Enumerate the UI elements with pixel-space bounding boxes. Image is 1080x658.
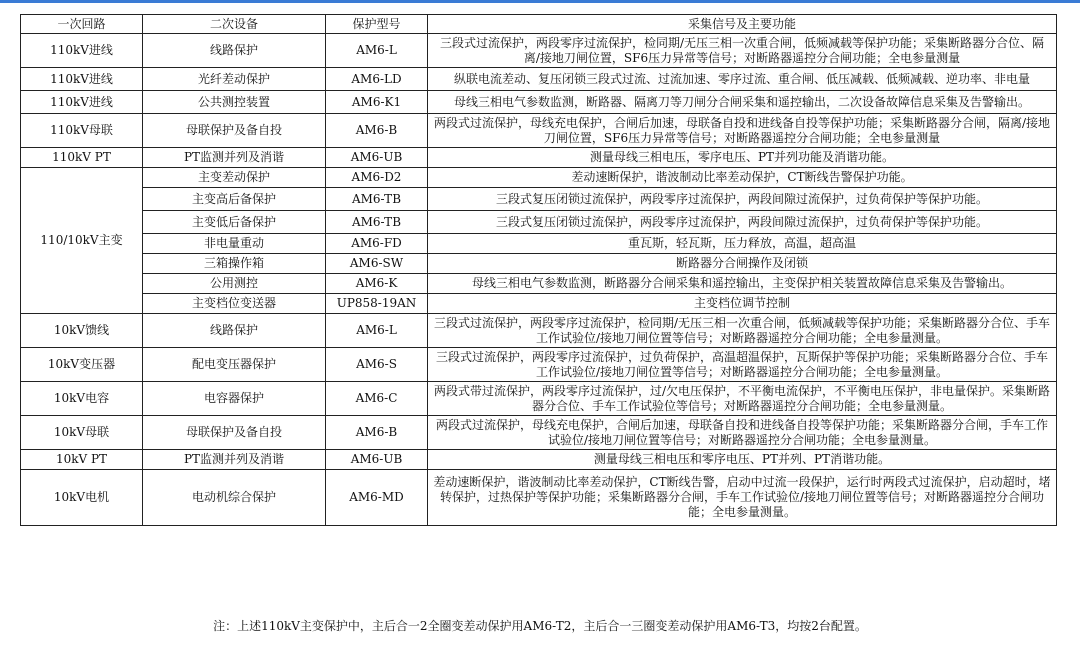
table-row: [21, 314, 1057, 348]
cell-functions: 三段式过流保护，两段零序过流保护，检同期/无压三相一次重合闸，低频减载等保护功能；采集断路器分合位、隔离/接地刀闸位置，SF6压力异常等信号；对断路器遥控分合闸功能；全电参量测量: [428, 34, 1057, 68]
cell-functions: 测量母线三相电压和零序电压、PT并列、PT消谐功能。: [428, 450, 1057, 470]
cell-secondary-device: 配电变压器保护: [143, 348, 326, 382]
cell-protection-model: AM6-TB: [326, 211, 428, 234]
table-row: [21, 68, 1057, 91]
table-row: [21, 470, 1057, 526]
cell-secondary-device: 公用测控: [143, 274, 326, 294]
table-row: [21, 348, 1057, 382]
cell-functions: 母线三相电气参数监测，断路器分合闸采集和遥控输出，主变保护相关装置故障信息采集及告警输出。: [428, 274, 1057, 294]
cell-functions: 两段式带过流保护，两段零序过流保护，过/欠电压保护，不平衡电流保护，不平衡电压保护，非电量保护。采集断路器分合位、手车工作试验位等信号；对断路器遥控分合闸功能；全电参量测量。: [428, 382, 1057, 416]
cell-protection-model: AM6-S: [326, 348, 428, 382]
cell-protection-model: AM6-LD: [326, 68, 428, 91]
cell-secondary-device: 非电量重动: [143, 234, 326, 254]
cell-primary-circuit: 10kV PT: [21, 450, 143, 470]
protection-config-table: [20, 14, 1057, 526]
cell-functions: 重瓦斯，轻瓦斯，压力释放，高温，超高温: [428, 234, 1057, 254]
table-row: [21, 254, 1057, 274]
cell-primary-circuit: 110kV母联: [21, 114, 143, 148]
table-row: [21, 382, 1057, 416]
table-row: [21, 188, 1057, 211]
cell-secondary-device: 母联保护及备自投: [143, 416, 326, 450]
cell-functions: 三段式过流保护，两段零序过流保护，过负荷保护，高温超温保护，瓦斯保护等保护功能；采集断路器分合位、手车工作试验位/接地刀闸位置等信号；对断路器遥控分合闸功能；全电参量测量。: [428, 348, 1057, 382]
cell-primary-circuit: 110/10kV主变: [21, 168, 143, 314]
cell-primary-circuit: 110kV进线: [21, 68, 143, 91]
cell-protection-model: AM6-UB: [326, 148, 428, 168]
header-protection-model: 保护型号: [326, 15, 428, 34]
table-row: [21, 211, 1057, 234]
cell-primary-circuit: 10kV母联: [21, 416, 143, 450]
cell-protection-model: AM6-K1: [326, 91, 428, 114]
table-row: [21, 234, 1057, 254]
cell-secondary-device: 主变低后备保护: [143, 211, 326, 234]
cell-secondary-device: 主变高后备保护: [143, 188, 326, 211]
cell-functions: 差动速断保护，谐波制动比率差动保护，CT断线告警，启动中过流一段保护，运行时两段式过流保护，启动超时，堵转保护，过热保护等保护功能；采集断路器分合闸，手车工作试验位/接地刀闸位置等信号；对断路器遥控分合闸功能；全电参量测量。: [428, 470, 1057, 526]
cell-protection-model: AM6-MD: [326, 470, 428, 526]
cell-secondary-device: PT监测并列及消谐: [143, 148, 326, 168]
cell-secondary-device: 公共测控装置: [143, 91, 326, 114]
cell-primary-circuit: 10kV电机: [21, 470, 143, 526]
cell-protection-model: AM6-K: [326, 274, 428, 294]
table-row: [21, 416, 1057, 450]
cell-protection-model: AM6-L: [326, 314, 428, 348]
cell-functions: 两段式过流保护，母线充电保护，合闸后加速，母联备自投和进线备自投等保护功能；采集断路器分合闸，隔离/接地刀闸位置，SF6压力异常等信号；对断路器遥控分合闸功能；全电参量测量: [428, 114, 1057, 148]
table-row: [21, 294, 1057, 314]
cell-secondary-device: 电动机综合保护: [143, 470, 326, 526]
cell-secondary-device: 主变档位变送器: [143, 294, 326, 314]
cell-functions: 断路器分合闸操作及闭锁: [428, 254, 1057, 274]
cell-primary-circuit: 10kV馈线: [21, 314, 143, 348]
cell-primary-circuit: 110kV进线: [21, 34, 143, 68]
table-row: [21, 114, 1057, 148]
header-primary-circuit: 一次回路: [21, 15, 143, 34]
table-row: [21, 450, 1057, 470]
table-header-row: [21, 15, 1057, 34]
cell-protection-model: UP858-19AN: [326, 294, 428, 314]
cell-functions: 主变档位调节控制: [428, 294, 1057, 314]
cell-protection-model: AM6-FD: [326, 234, 428, 254]
cell-functions: 三段式复压闭锁过流保护，两段零序过流保护，两段间隙过流保护，过负荷保护等保护功能。: [428, 188, 1057, 211]
cell-secondary-device: 电容器保护: [143, 382, 326, 416]
header-functions: 采集信号及主要功能: [428, 15, 1057, 34]
top-accent-bar: [0, 0, 1080, 3]
cell-secondary-device: PT监测并列及消谐: [143, 450, 326, 470]
table-row: [21, 168, 1057, 188]
cell-secondary-device: 母联保护及备自投: [143, 114, 326, 148]
cell-functions: 测量母线三相电压，零序电压、PT并列功能及消谐功能。: [428, 148, 1057, 168]
cell-protection-model: AM6-L: [326, 34, 428, 68]
table-row: [21, 91, 1057, 114]
cell-secondary-device: 线路保护: [143, 34, 326, 68]
cell-protection-model: AM6-D2: [326, 168, 428, 188]
cell-primary-circuit: 10kV变压器: [21, 348, 143, 382]
cell-functions: 母线三相电气参数监测，断路器、隔离刀等刀闸分合闸采集和遥控输出，二次设备故障信息采集及告警输出。: [428, 91, 1057, 114]
cell-protection-model: AM6-SW: [326, 254, 428, 274]
table-row: [21, 274, 1057, 294]
cell-functions: 三段式过流保护，两段零序过流保护，检同期/无压三相一次重合闸，低频减载等保护功能；采集断路器分合位、手车工作试验位/接地刀闸位置等信号；对断路器遥控分合闸功能；全电参量测量。: [428, 314, 1057, 348]
cell-primary-circuit: 110kV PT: [21, 148, 143, 168]
table-row: [21, 34, 1057, 68]
cell-protection-model: AM6-C: [326, 382, 428, 416]
cell-protection-model: AM6-B: [326, 114, 428, 148]
cell-secondary-device: 线路保护: [143, 314, 326, 348]
cell-secondary-device: 光纤差动保护: [143, 68, 326, 91]
cell-primary-circuit: 10kV电容: [21, 382, 143, 416]
cell-protection-model: AM6-B: [326, 416, 428, 450]
cell-protection-model: AM6-UB: [326, 450, 428, 470]
cell-secondary-device: 三箱操作箱: [143, 254, 326, 274]
cell-protection-model: AM6-TB: [326, 188, 428, 211]
cell-functions: 三段式复压闭锁过流保护，两段零序过流保护，两段间隙过流保护，过负荷保护等保护功能。: [428, 211, 1057, 234]
header-secondary-device: 二次设备: [143, 15, 326, 34]
cell-primary-circuit: 110kV进线: [21, 91, 143, 114]
cell-secondary-device: 主变差动保护: [143, 168, 326, 188]
table-footnote: 注：上述110kV主变保护中，主后合一2全圈变差动保护用AM6-T2，主后合一三圈变差动保护用AM6-T3，均按2台配置。: [213, 619, 867, 633]
cell-functions: 两段式过流保护，母线充电保护，合闸后加速，母联备自投和进线备自投等保护功能；采集断路器分合闸，手车工作试验位/接地刀闸位置等信号；对断路器遥控分合闸功能；全电参量测量。: [428, 416, 1057, 450]
cell-functions: 纵联电流差动、复压闭锁三段式过流、过流加速、零序过流、重合闸、低压减载、低频减载、逆功率、非电量: [428, 68, 1057, 91]
cell-functions: 差动速断保护，谐波制动比率差动保护，CT断线告警保护功能。: [428, 168, 1057, 188]
table-row: [21, 148, 1057, 168]
